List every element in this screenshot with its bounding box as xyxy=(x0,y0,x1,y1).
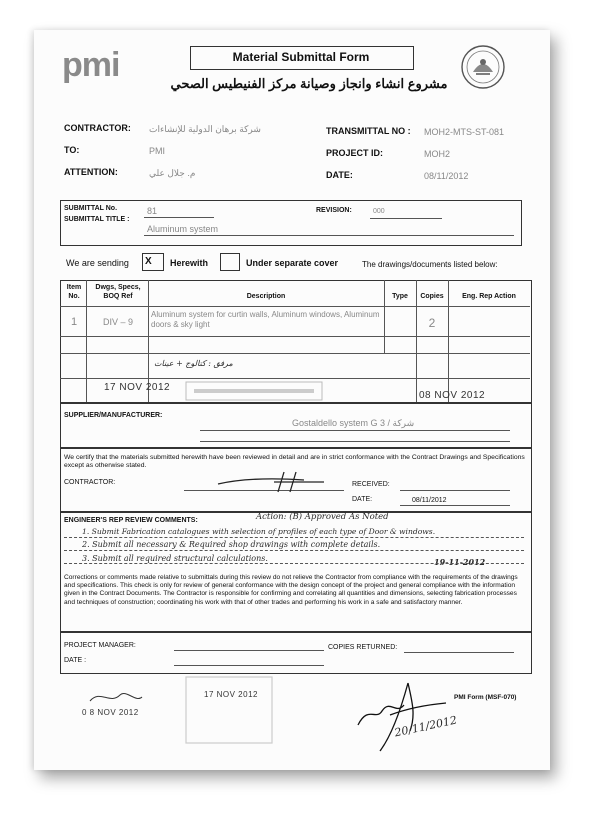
received-line xyxy=(400,490,510,491)
date-label: DATE: xyxy=(326,170,353,180)
row-copies: 2 xyxy=(428,316,436,330)
project-id-label: PROJECT ID: xyxy=(326,148,384,158)
header-copies: Copies xyxy=(420,293,444,300)
signature-date: 20/11/2012 xyxy=(393,713,459,740)
table-row-line-2 xyxy=(60,336,530,337)
row-description: Aluminum system for curtin walls, Aluminum windows, Aluminum doors & sky light xyxy=(151,310,380,329)
certify-date-label: DATE: xyxy=(352,496,373,503)
footer-stamp-1: 17 NOV 2012 xyxy=(204,690,258,699)
submittal-no-line xyxy=(144,217,214,218)
date-stamp: 08 NOV 2012 xyxy=(419,390,486,401)
separate-cover-label: Under separate cover xyxy=(246,258,339,268)
header-description: Description xyxy=(246,293,286,300)
manager-box xyxy=(60,632,532,674)
header-type: Type xyxy=(392,293,408,300)
review-label: ENGINEER'S REP REVIEW COMMENTS: xyxy=(64,517,198,524)
revision-value: 000 xyxy=(373,208,385,215)
date-value: 08/11/2012 xyxy=(424,171,469,181)
supplier-line-2 xyxy=(200,441,510,442)
to-value: PMI xyxy=(149,146,166,156)
received-stamp: 17 NOV 2012 xyxy=(104,382,171,393)
attention-value: م. جلال علي xyxy=(149,168,196,178)
submittal-title-label: SUBMITTAL TITLE : xyxy=(64,216,130,223)
form-sheet xyxy=(34,30,550,770)
supplier-line-1 xyxy=(200,430,510,431)
contractor-value: شركة برهان الدولية للإنشاءات xyxy=(149,124,261,134)
revision-label: REVISION: xyxy=(316,207,352,214)
submittal-no-value: 81 xyxy=(147,206,158,216)
table-row-line-4 xyxy=(60,378,530,379)
faded-stamp-icon xyxy=(184,380,324,402)
row-ref: DIV – 9 xyxy=(102,317,133,327)
pmi-logo: pmi xyxy=(62,46,120,84)
footer-date-line xyxy=(174,665,324,666)
herewith-label: Herewith xyxy=(170,258,209,268)
review-comment-3: 3. Submit all required structural calculations. xyxy=(82,554,268,563)
transmittal-value: MOH2-MTS-ST-081 xyxy=(424,127,505,137)
footer-date-label: DATE : xyxy=(64,657,87,664)
copies-returned-line xyxy=(404,652,514,653)
table-col-3 xyxy=(384,280,385,353)
project-manager-line xyxy=(174,650,324,651)
review-line-2 xyxy=(64,550,524,551)
supplier-label: SUPPLIER/MANUFACTURER: xyxy=(64,412,163,419)
certify-date-line xyxy=(400,505,510,506)
review-comment-1: 1. Submit Fabrication catalogues with selection of profiles of each type of Door & windows. xyxy=(82,527,436,536)
received-label: RECEIVED: xyxy=(352,481,390,488)
submittal-title-value: Aluminum system xyxy=(147,224,219,234)
submittal-no-label: SUBMITTAL No. xyxy=(64,205,118,212)
review-line-1 xyxy=(64,537,524,538)
attention-label: ATTENTION: xyxy=(64,167,118,177)
certify-contractor-label: CONTRACTOR: xyxy=(64,479,116,486)
herewith-mark: X xyxy=(145,256,152,267)
initials-signature-icon xyxy=(86,685,146,709)
certify-date-value: 08/11/2012 xyxy=(412,497,447,504)
review-comment-2: 2. Submit all necessary & Required shop drawings with complete details. xyxy=(82,540,381,549)
contractor-label: CONTRACTOR: xyxy=(64,123,131,133)
supplier-value: Gostaldello system G 3 / شركة xyxy=(292,418,415,428)
project-manager-label: PROJECT MANAGER: xyxy=(64,642,136,649)
faded-footer-stamp-icon xyxy=(184,675,274,745)
review-line-3 xyxy=(64,563,524,564)
to-label: TO: xyxy=(64,145,80,155)
sending-suffix: The drawings/documents listed below: xyxy=(362,260,498,269)
review-action: Action: (B) Approved As Noted xyxy=(256,512,389,522)
footer-stamp-2: 0 8 NOV 2012 xyxy=(82,708,139,717)
kuwait-seal-icon xyxy=(460,44,506,90)
project-id-value: MOH2 xyxy=(424,149,451,159)
transmittal-label: TRANSMITTAL NO : xyxy=(326,126,411,136)
form-code: PMI Form (MSF-070) xyxy=(454,694,517,701)
table-row-line-3 xyxy=(60,353,530,354)
header-dwgs: Dwgs, Specs, BOQ Ref xyxy=(95,284,141,300)
submittal-title-line xyxy=(144,235,514,236)
row-item-no: 1 xyxy=(70,316,78,328)
submittal-box xyxy=(60,200,522,246)
header-item: Item No. xyxy=(66,284,82,300)
separate-cover-checkbox[interactable] xyxy=(220,253,240,271)
table-col-1 xyxy=(86,280,87,402)
header-eng-action: Eng. Rep Action xyxy=(462,293,516,300)
sending-prefix: We are sending xyxy=(66,258,129,268)
review-disclaimer: Corrections or comments made relative to submittals during this review do not relieve the Contractor from compliance with the requirements of the drawings and specifications. This check is only for review of general conformance with the design concept of the project and general compliance with the information given in the Contract Documents. The Contractor is responsible for confirming and correlating all quantities and dimensions, selecting fabrication processes and techniques of construction; coordinating his work with that of other trades and performing his work in a safe and satisfactory manner. xyxy=(64,574,518,606)
attach-note: مرفق : كتالوج + عينات xyxy=(154,359,233,368)
revision-line xyxy=(370,218,442,219)
review-hand-date: 19-11-2012 xyxy=(434,557,486,567)
contractor-signature-icon xyxy=(214,470,334,494)
table-row-line-1 xyxy=(60,306,530,307)
form-title: Material Submittal Form xyxy=(232,50,370,64)
certify-text: We certify that the materials submitted herewith have been reviewed in detail and are in strict conformance with the Contract Drawings and Specifications except as otherwise stated. xyxy=(64,454,525,469)
project-title-arabic: مشروع انشاء وانجاز وصيانة مركز الفنيطيس الصحي xyxy=(170,76,448,91)
copies-returned-label: COPIES RETURNED: xyxy=(328,644,398,651)
